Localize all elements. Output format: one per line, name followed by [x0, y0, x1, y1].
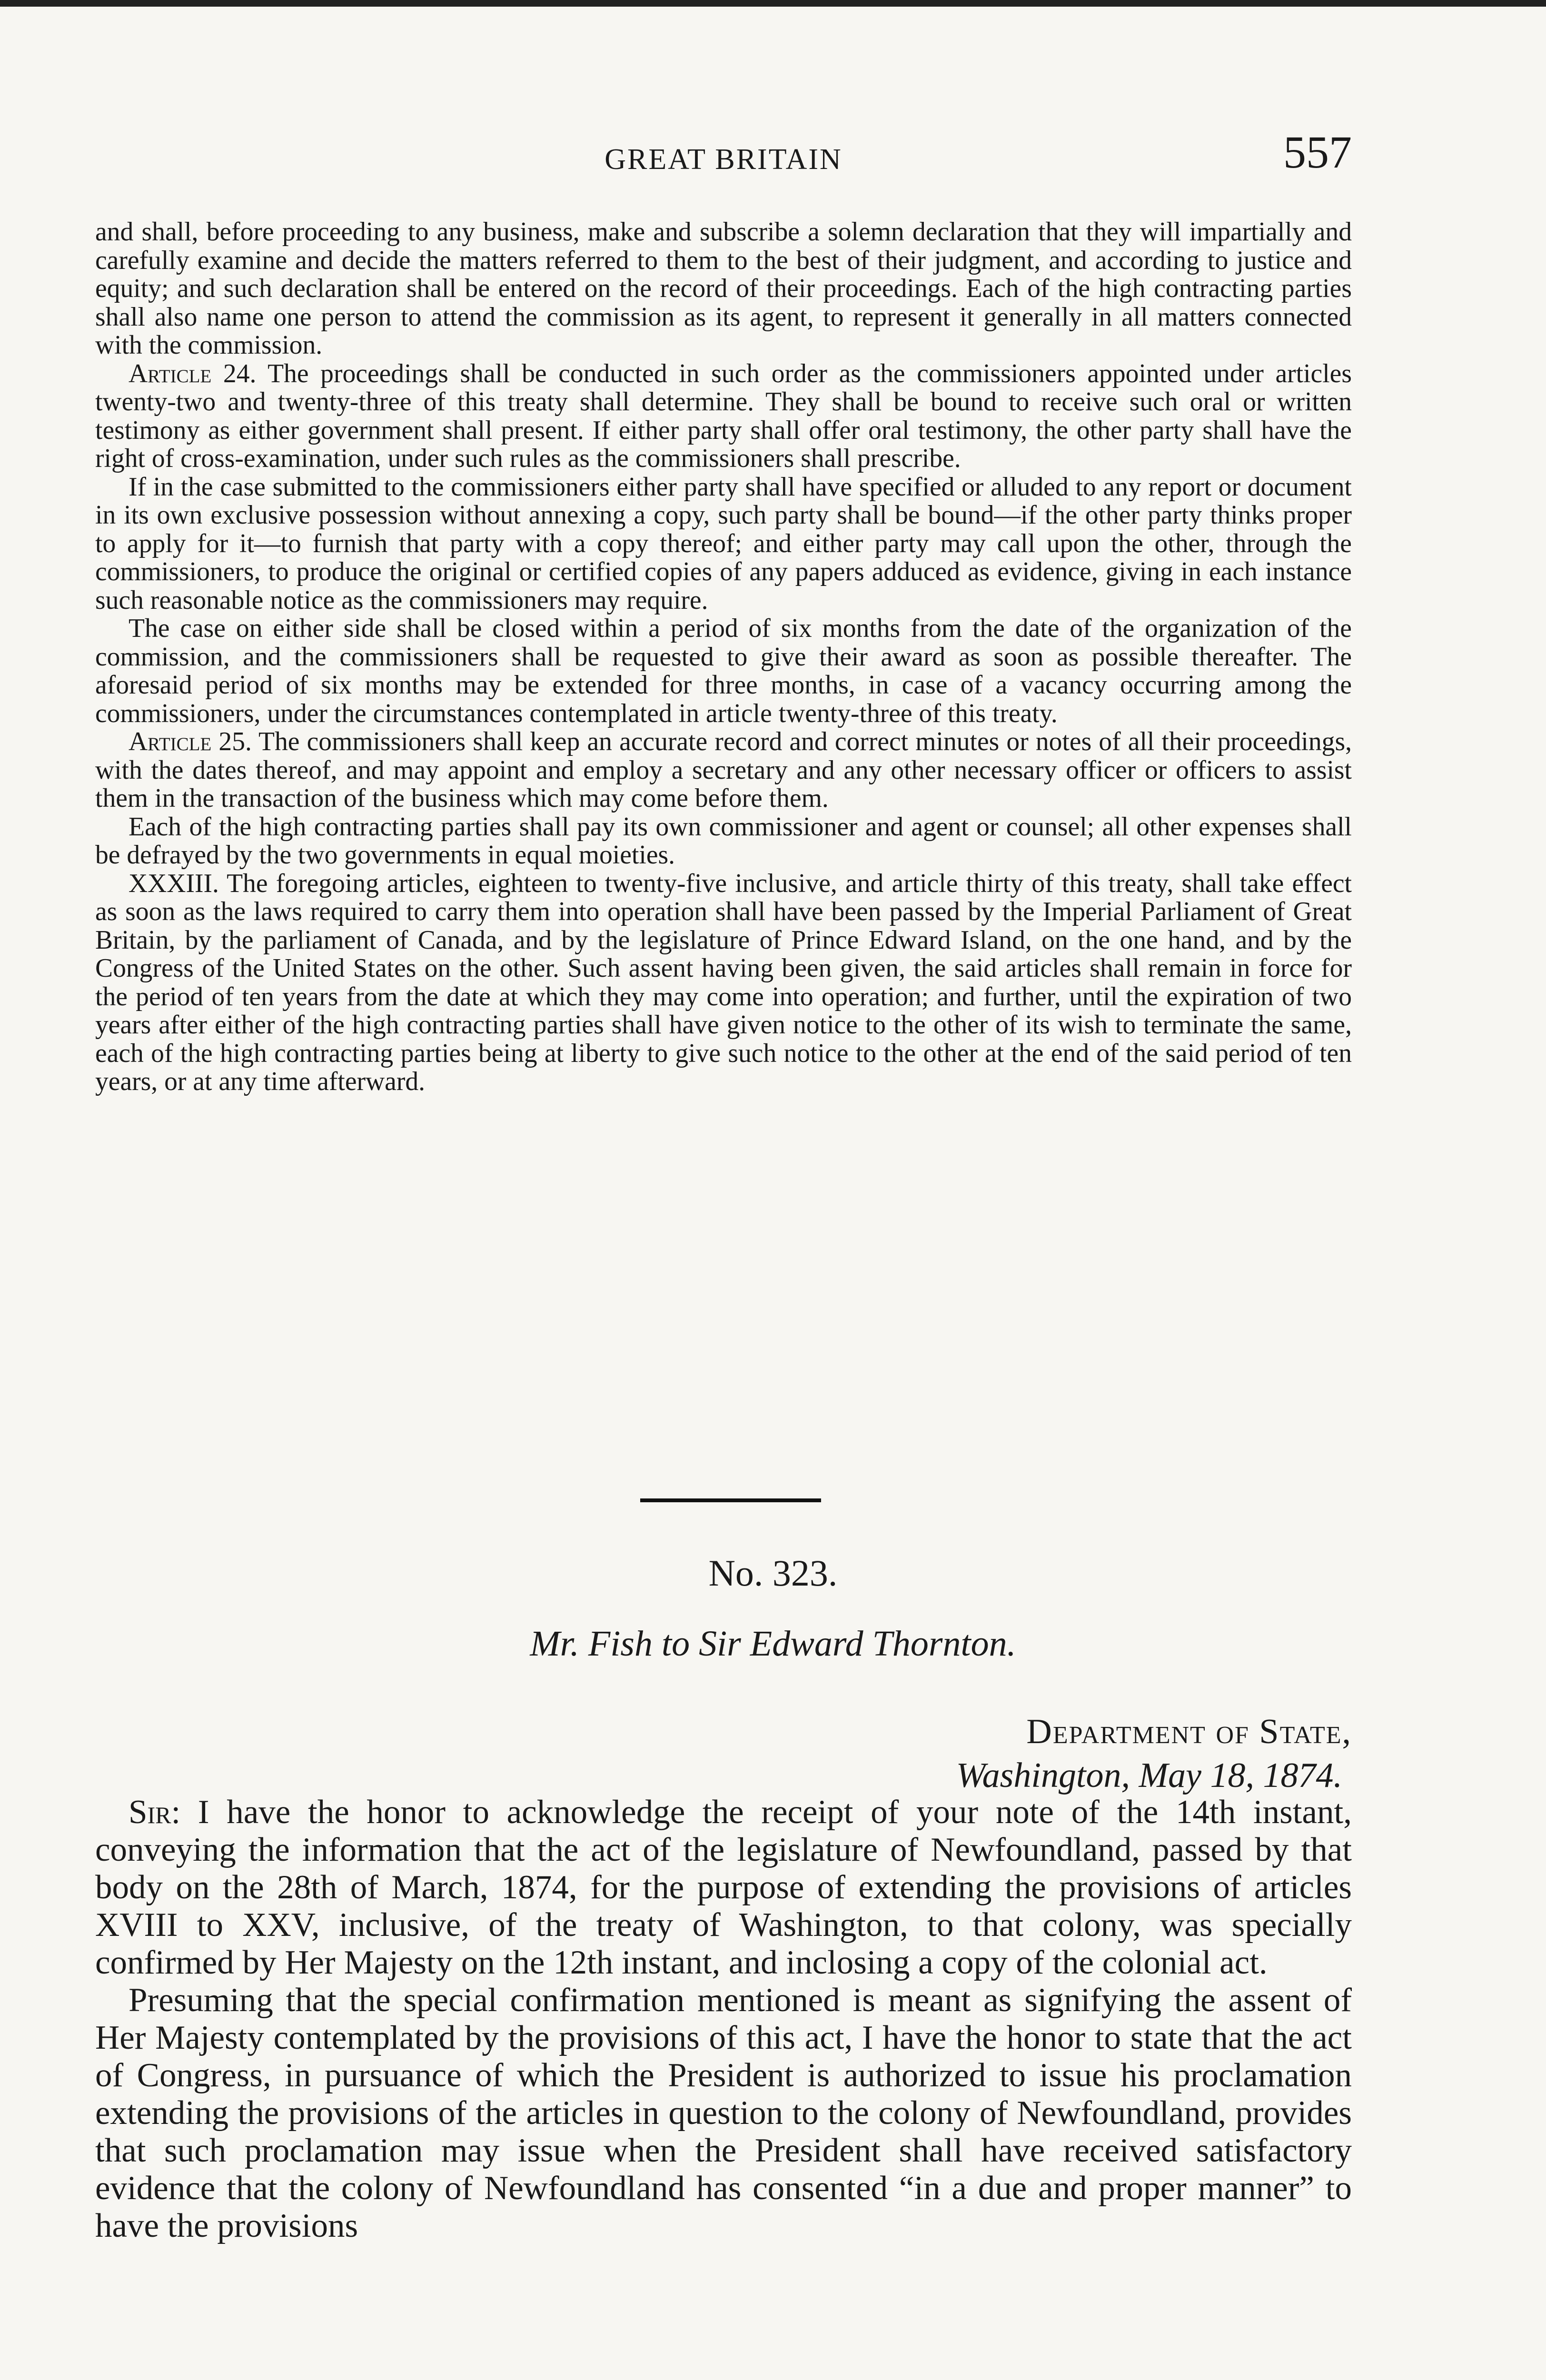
paragraph-text: The commissioners shall keep an accurate record and correct minutes or notes of all their proceedings, with the dates thereof, and may appoint and employ a secretary and any other necessary officer or officers to assist them in the transaction of the business which may come before them.	[95, 727, 1352, 813]
place-date-text: Washington, May 18, 1874.	[956, 1756, 1342, 1795]
article-label: Article 25.	[129, 727, 252, 756]
paragraph: XXXIII. The foregoing articles, eighteen to twenty-five inclusive, and article thirty of this treaty, shall take effect as soon as the laws required to carry them into operation shall have been passed by the Imperial Parliament of Great Britain, by the parliament of Canada, and by the legislature of Prince Edward Island, on the one hand, and by the Congress of the United States on the other. Such assent having been given, the said articles shall remain in force for the period of ten years from the date at which they may come into operation; and further, until the expiration of two years after either of the high contracting parties shall have given notice to the other of its wish to terminate the same, each of the high contracting parties being at liberty to give such notice to the other at the end of the said period of ten years, or at any time afterward.	[95, 868, 1352, 1096]
department-name: Department of State,	[1026, 1712, 1352, 1751]
running-head: GREAT BRITAIN	[605, 143, 842, 176]
article-24-paragraph	[95, 360, 1352, 473]
article-25-paragraph	[95, 728, 1352, 813]
paragraph: and shall, before proceeding to any business, make and subscribe a solemn declaration that they will impartially and carefully examine and decide the matters referred to them to the best of their judgment, and according to justice and equity; and such declaration shall be entered on the record of their proceedings. Each of the high contracting parties shall also name one person to attend the commission as its agent, to represent it generally in all matters connected with the commission.	[95, 217, 1352, 360]
letter-paragraph	[95, 1794, 1352, 1982]
page-top-edge	[0, 0, 1546, 7]
dateline	[956, 1710, 1352, 1797]
letter-body	[95, 1794, 1352, 2245]
paragraph: If in the case submitted to the commissioners either party shall have specified or alluded to any report or document in its own exclusive possession without annexing a copy, such party shall be bound—if the other party thinks proper to apply for it—to furnish that party with a copy thereof; and either party may call upon the other, through the commissioners, to produce the original or certified copies of any papers adduced as evidence, giving in each instance such reasonable notice as the commissioners may require.	[95, 472, 1352, 615]
article-label: Article 24.	[129, 358, 257, 388]
place-date	[956, 1754, 1352, 1797]
page-header	[95, 114, 1352, 176]
paragraph-text: I have the honor to acknowledge the receipt of your note of the 14th instant, conveying the information that the act of the legislature of Newfoundland, passed by that body on the 28th of March, 1874, for the purpose of extending the provisions of articles XVIII to XXV, inclusive, of the treaty of Washington, to that colony, was specially confirmed by Her Majesty on the 12th instant, and inclosing a copy of the colonial act.	[95, 1794, 1352, 1981]
treaty-text	[95, 218, 1352, 1096]
paragraph: The case on either side shall be closed within a period of six months from the date of the organization of the commission, and the commissioners shall be requested to give their award as soon as possible thereafter. The aforesaid period of six months may be extended for three months, in case of a vacancy occurring among the commissioners, under the circumstances contemplated in article twenty-three of this treaty.	[95, 614, 1352, 728]
document-title: Mr. Fish to Sir Edward Thornton.	[530, 1624, 1016, 1664]
salutation: Sir:	[129, 1794, 181, 1831]
document-number: No. 323.	[708, 1552, 838, 1594]
paragraph: Each of the high contracting parties shall pay its own commissioner and agent or counsel; all other expenses shall be defrayed by the two governments in equal moieties.	[95, 812, 1352, 870]
letter-paragraph: Presuming that the special confirmation mentioned is meant as signifying the assent of Her Majesty contemplated by the provisions of this act, I have the honor to state that the act of Congress, in pursuance of which the President is authorized to issue his proclamation extending the provisions of the articles in question to the colony of Newfoundland, provides that such proclamation may issue when the President shall have received satisfactory evidence that the colony of Newfoundland has consented “in a due and proper manner” to have the provisions	[95, 1982, 1352, 2244]
section-divider	[640, 1498, 821, 1502]
paragraph-text: The proceedings shall be conducted in such order as the commissioners appointed under articles twenty-two and twenty-three of this treaty shall determine. They shall be bound to receive such oral or written testimony as either government shall present. If either party shall offer oral testimony, the other party shall have the right of cross-examination, under such rules as the commissioners shall prescribe.	[95, 358, 1352, 473]
page-number: 557	[1283, 127, 1352, 178]
